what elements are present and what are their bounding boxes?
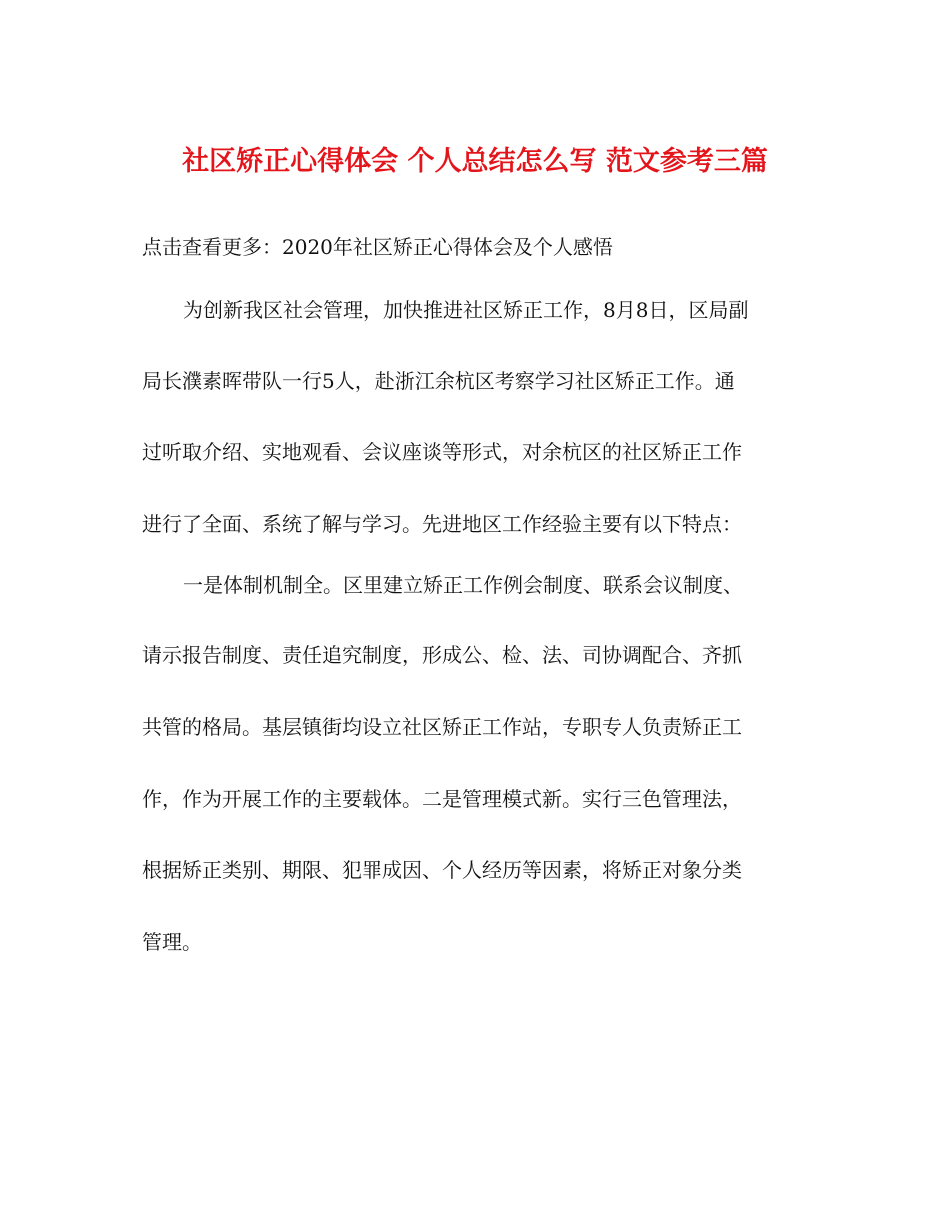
paragraph-line: 根据矫正类别、期限、犯罪成因、个人经历等因素，将矫正对象分类: [142, 858, 742, 882]
paragraph-line: 请示报告制度、责任追究制度，形成公、检、法、司协调配合、齐抓: [142, 643, 742, 667]
paragraph-line: 为创新我区社会管理，加快推进社区矫正工作，8月8日，区局副: [183, 298, 749, 322]
paragraph-line: 进行了全面、系统了解与学习。先进地区工作经验主要有以下特点：: [142, 512, 742, 536]
more-link[interactable]: 点击查看更多：2020年社区矫正心得体会及个人感悟: [142, 235, 613, 259]
paragraph-line: 一是体制机制全。区里建立矫正工作例会制度、联系会议制度、: [183, 573, 743, 597]
paragraph-line: 作，作为开展工作的主要载体。二是管理模式新。实行三色管理法，: [142, 787, 742, 811]
paragraph-line: 管理。: [142, 930, 202, 954]
paragraph-line: 局长濮素晖带队一行5人，赴浙江余杭区考察学习社区矫正工作。通: [142, 369, 735, 393]
document-title: 社区矫正心得体会 个人总结怎么写 范文参考三篇: [182, 146, 768, 177]
paragraph-line: 共管的格局。基层镇街均设立社区矫正工作站，专职专人负责矫正工: [142, 715, 742, 739]
paragraph-line: 过听取介绍、实地观看、会议座谈等形式，对余杭区的社区矫正工作: [142, 440, 742, 464]
